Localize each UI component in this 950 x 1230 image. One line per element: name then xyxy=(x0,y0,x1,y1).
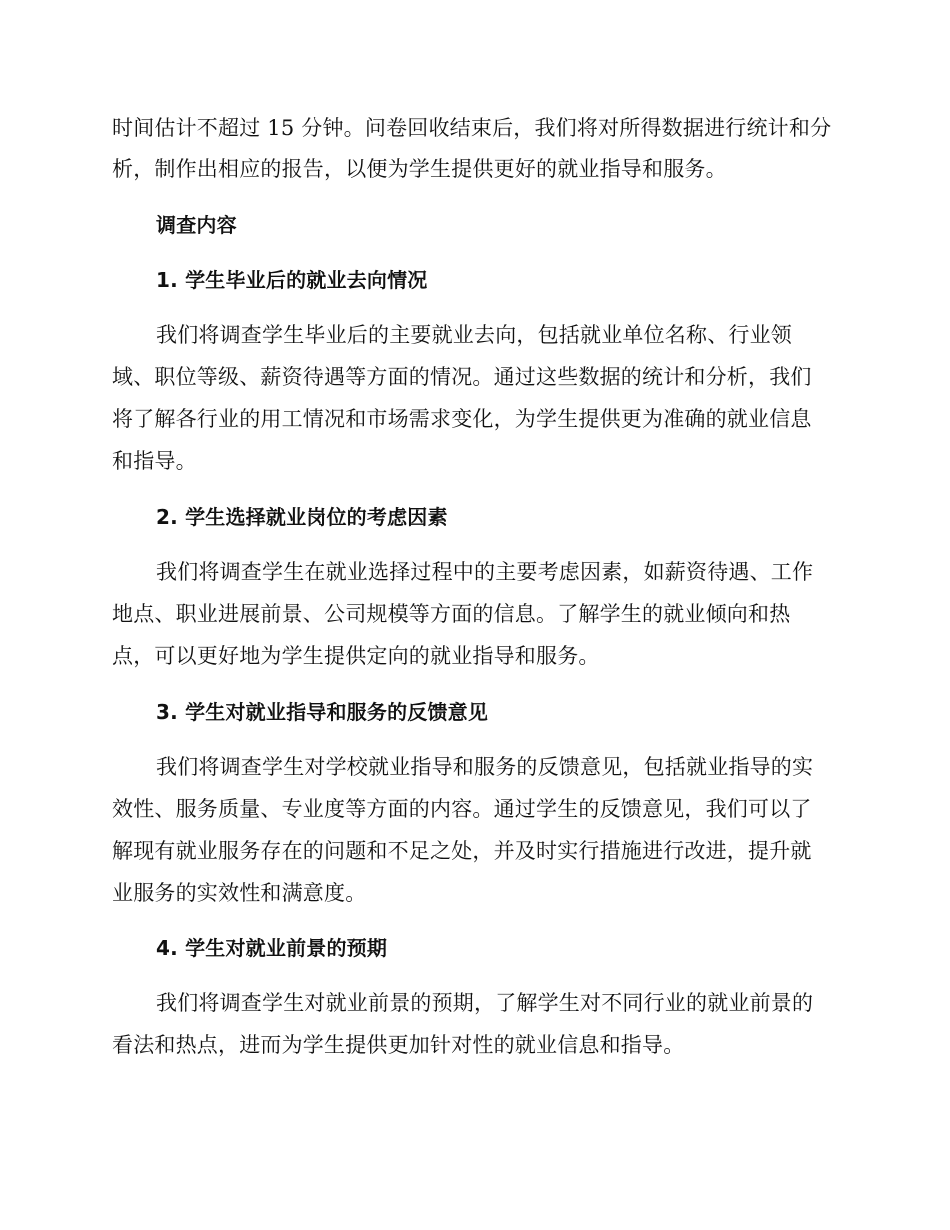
item-2-line-1: 我们将调查学生在就业选择过程中的主要考虑因素，如薪资待遇、工作 xyxy=(156,560,814,584)
item-4-heading: 4. 学生对就业前景的预期 xyxy=(156,936,388,960)
item-1-line-2: 域、职位等级、薪资待遇等方面的情况。通过这些数据的统计和分析，我们 xyxy=(112,365,812,389)
section-title: 调查内容 xyxy=(156,213,237,237)
item-1-line-3: 将了解各行业的用工情况和市场需求变化，为学生提供更为准确的就业信息 xyxy=(112,407,812,431)
item-4-line-1: 我们将调查学生对就业前景的预期，了解学生对不同行业的就业前景的 xyxy=(156,991,814,1015)
item-1-line-1: 我们将调查学生毕业后的主要就业去向，包括就业单位名称、行业领 xyxy=(156,323,792,347)
item-2-line-2: 地点、职业进展前景、公司规模等方面的信息。了解学生的就业倾向和热 xyxy=(112,602,791,626)
item-4-line-2: 看法和热点，进而为学生提供更加针对性的就业信息和指导。 xyxy=(112,1033,685,1057)
item-3-heading: 3. 学生对就业指导和服务的反馈意见 xyxy=(156,700,489,724)
item-3-line-2: 效性、服务质量、专业度等方面的内容。通过学生的反馈意见，我们可以了 xyxy=(112,797,812,821)
item-1-line-4: 和指导。 xyxy=(112,449,197,473)
intro-line-1: 时间估计不超过 15 分钟。问卷回收结束后，我们将对所得数据进行统计和分 xyxy=(112,116,832,140)
intro-line-2: 析，制作出相应的报告，以便为学生提供更好的就业指导和服务。 xyxy=(112,157,727,181)
item-3-line-1: 我们将调查学生对学校就业指导和服务的反馈意见，包括就业指导的实 xyxy=(156,755,814,779)
item-2-heading: 2. 学生选择就业岗位的考虑因素 xyxy=(156,505,448,529)
item-3-line-3: 解现有就业服务存在的问题和不足之处，并及时实行措施进行改进，提升就 xyxy=(112,839,812,863)
item-1-heading: 1. 学生毕业后的就业去向情况 xyxy=(156,268,428,292)
item-3-line-4: 业服务的实效性和满意度。 xyxy=(112,881,367,905)
item-2-line-3: 点，可以更好地为学生提供定向的就业指导和服务。 xyxy=(112,644,600,668)
